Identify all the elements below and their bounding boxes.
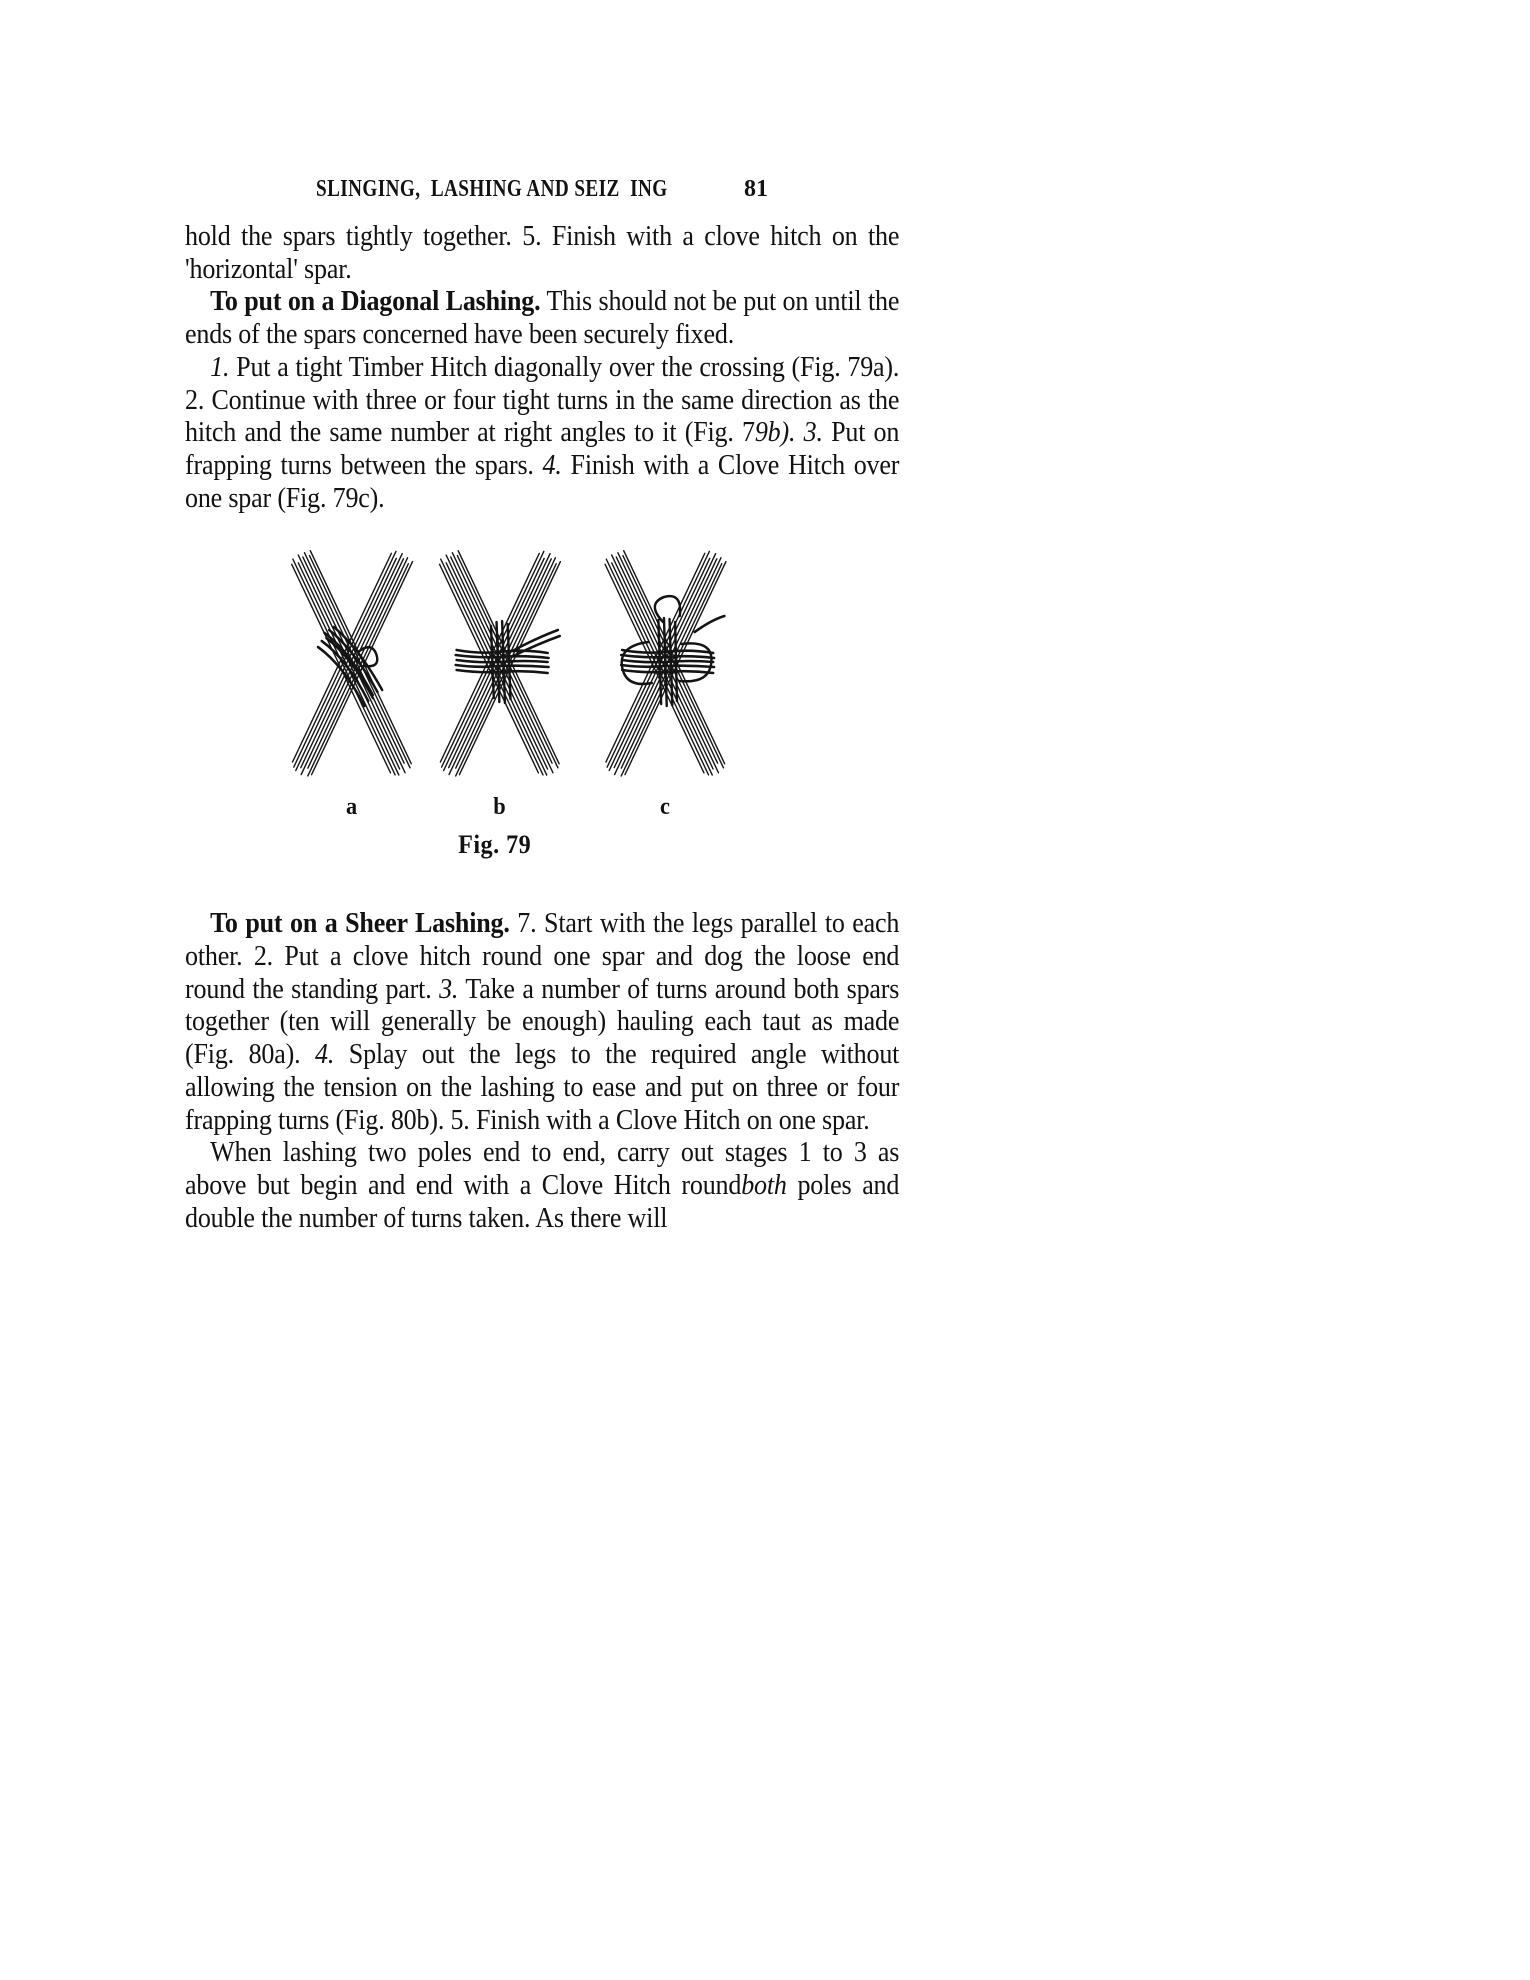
paragraph-diagonal-steps [185, 352, 899, 516]
paragraph-text: Finish with a Clove Hitch over one spar (Fig. 79c). [185, 449, 900, 514]
figure-79 [185, 541, 899, 867]
step-number: 4. [542, 449, 562, 481]
italic-word: both [741, 1169, 787, 1201]
step-number: 3. [439, 973, 459, 1005]
figure-label-b: b [493, 794, 506, 821]
paragraph-diagonal-lashing [185, 286, 899, 351]
figure-label-a: a [345, 794, 357, 821]
paragraph-text: hold the spars tightly together. 5. Finish with a clove hitch on the 'horizontal' spar. [185, 221, 900, 285]
paragraph-text: When lashing two poles end to end, carry out stages 1 to 3 as above but begin and end with a Clove Hitch round [185, 1137, 900, 1201]
step-number: 4. [315, 1039, 335, 1071]
figure-label-c: c [660, 794, 670, 821]
paragraph-text: 7. Start with the legs parallel to each other. 2. Put a clove hitch round one spar and dog the loose end round the standing part. [185, 908, 900, 1005]
paragraph-text: This should not be put on until the ends of the spars concerned have been securely fixed. [185, 286, 900, 351]
running-head: SLINGING, LASHING AND SEIZ ING [316, 176, 668, 202]
paragraph-text: Splay out the legs to the required angle without allowing the tension on the lashing to ease and put on three or four frapping turns (Fig. 80b). 5. Finish with a Clove Hitch on one spar. [185, 1039, 900, 1136]
page-number: 81 [744, 176, 768, 202]
paragraph-text: Put on frapping turns between the spars. [185, 417, 900, 481]
figure-caption: Fig. 79 [458, 830, 532, 860]
paragraph-sheer-lashing [185, 908, 899, 1137]
figure-79b-illustration [419, 545, 579, 785]
paragraph-text: Put a tight Timber Hitch diagonally over the crossing (Fig. 79a). 2. Continue with three or four tight turns in the same direction as the hitch and the same number at right angles to it (Fig. 7 [185, 351, 900, 449]
paragraph-continuation [185, 221, 899, 286]
paragraph-text: Take a number of turns around both spars together (ten will generally be enough) hauling each taut as made (Fig. 80a). [185, 973, 900, 1071]
figure-79c-illustration [585, 545, 745, 785]
bold-lead-in: To put on a Sheer Lashing. [210, 908, 510, 940]
italic-fragment: 9b). 3. [754, 417, 823, 449]
paragraph-end-to-end [185, 1137, 899, 1235]
paragraph-text: poles and double the number of turns taken. As there will [185, 1169, 900, 1234]
figure-79a-illustration [271, 545, 431, 785]
text-column [185, 221, 899, 1235]
bold-lead-in: To put on a Diagonal Lashing. [210, 286, 541, 318]
step-number: 1. [210, 351, 230, 383]
